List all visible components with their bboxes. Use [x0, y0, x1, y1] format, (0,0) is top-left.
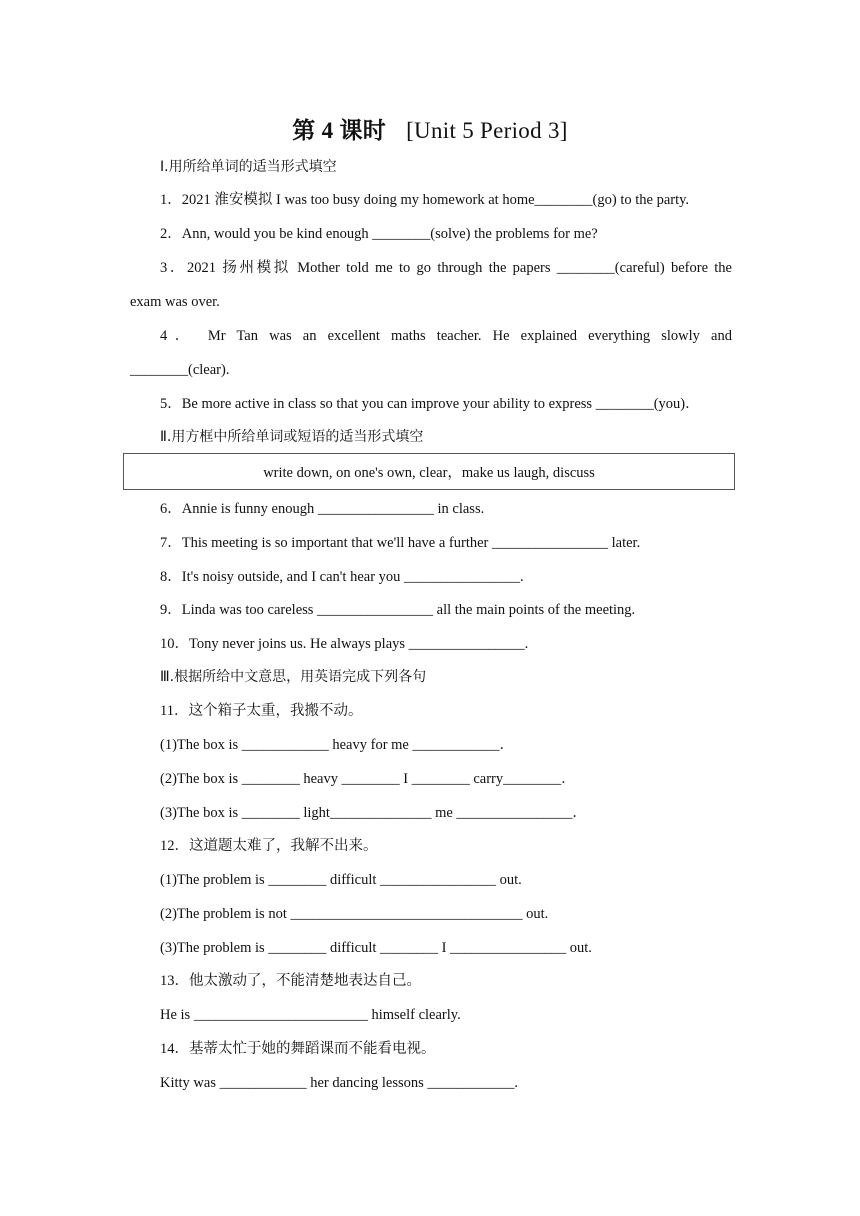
question-1: 1．2021 淮安模拟 I was too busy doing my homework at home________(go) to the party.: [160, 192, 690, 208]
word-box-text: write down, on one's own, clear，make us laugh, discuss: [263, 465, 595, 481]
title-en: [Unit 5 Period 3]: [406, 118, 568, 143]
question-3-line-2: exam was over.: [130, 294, 220, 310]
page-title: [0, 112, 860, 145]
question-11: 11．这个箱子太重，我搬不动。: [160, 703, 363, 719]
question-13-1: He is ________________________ himself clearly.: [160, 1007, 461, 1023]
question-12: 12．这道题太难了，我解不出来。: [160, 838, 378, 854]
word-box: [123, 453, 735, 490]
question-13: 13．他太激动了，不能清楚地表达自己。: [160, 973, 421, 989]
question-10: 10．Tony never joins us. He always plays ________________.: [160, 636, 529, 652]
question-6: 6．Annie is funny enough ________________ in class.: [160, 501, 485, 517]
question-8: 8．It's noisy outside, and I can't hear you ________________.: [160, 569, 524, 585]
section-3-heading: Ⅲ.根据所给中文意思，用英语完成下列各句: [160, 669, 427, 685]
question-4-line-2: ________(clear).: [130, 362, 230, 378]
question-5: 5．Be more active in class so that you can improve your ability to express ________(you)．: [160, 396, 700, 412]
question-12-2: (2)The problem is not ________________________________ out.: [160, 906, 549, 922]
question-4-line-1: 4． Mr Tan was an excellent maths teacher. He explained everything slowly and: [160, 328, 732, 344]
question-7: 7．This meeting is so important that we'll have a further ________________ later.: [160, 535, 641, 551]
question-11-2: (2)The box is ________ heavy ________ I ________ carry________．: [160, 771, 576, 787]
section-2-heading: Ⅱ.用方框中所给单词或短语的适当形式填空: [160, 429, 424, 445]
question-14: 14．基蒂太忙于她的舞蹈课而不能看电视。: [160, 1041, 436, 1057]
title-cn: 第 4 课时: [292, 118, 387, 143]
question-11-3: (3)The box is ________ light______________ me ________________．: [160, 805, 587, 821]
question-3-line-1: 3．2021 扬州模拟 Mother told me to go through the papers ________(careful) before the: [160, 260, 732, 276]
question-2: 2．Ann, would you be kind enough ________(solve) the problems for me?: [160, 226, 598, 242]
section-1-heading: Ⅰ.用所给单词的适当形式填空: [160, 159, 337, 175]
question-14-1: Kitty was ____________ her dancing lessons ____________.: [160, 1075, 519, 1091]
question-12-3: (3)The problem is ________ difficult ________ I ________________ out.: [160, 940, 592, 956]
question-9: 9．Linda was too careless ________________ all the main points of the meeting.: [160, 602, 636, 618]
question-11-1: (1)The box is ____________ heavy for me ____________．: [160, 737, 514, 753]
question-12-1: (1)The problem is ________ difficult ________________ out.: [160, 872, 522, 888]
